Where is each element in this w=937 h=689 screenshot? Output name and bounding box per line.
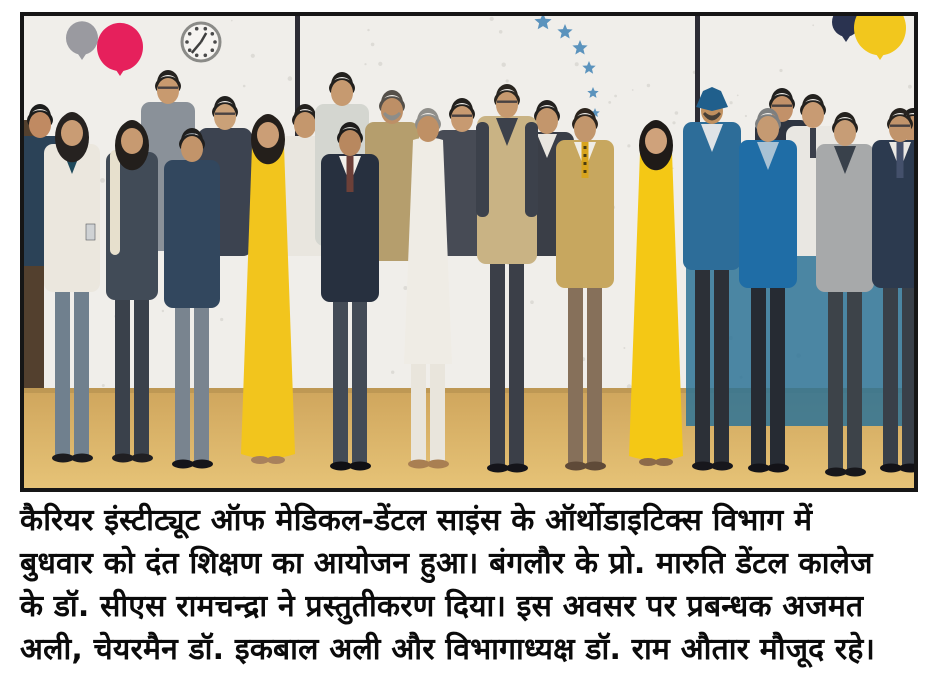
- wall-clock: [182, 23, 220, 61]
- caption: [20, 499, 922, 671]
- caption-line-4: अली, चेयरमैन डॉ. इकबाल अली और विभागाध्यक्ष डॉ. राम औतार मौजूद रहे।: [20, 632, 876, 667]
- caption-line-1: कैरियर इंस्टीट्यूट ऑफ मेडिकल-डेंटल साइंस के ऑर्थोडाइटिक्स विभाग में: [20, 503, 813, 538]
- photo-frame: [20, 12, 918, 492]
- caption-line-2: बुधवार को दंत शिक्षण का आयोजन हुआ। बंगलौर के प्रो. मारुति डेंटल कालेज: [20, 546, 873, 581]
- caption-line-3: के डॉ. सीएस रामचन्द्रा ने प्रस्तुतीकरण दिया। इस अवसर पर प्रबन्धक अजमत: [20, 589, 864, 624]
- news-photo-scene: [24, 16, 914, 488]
